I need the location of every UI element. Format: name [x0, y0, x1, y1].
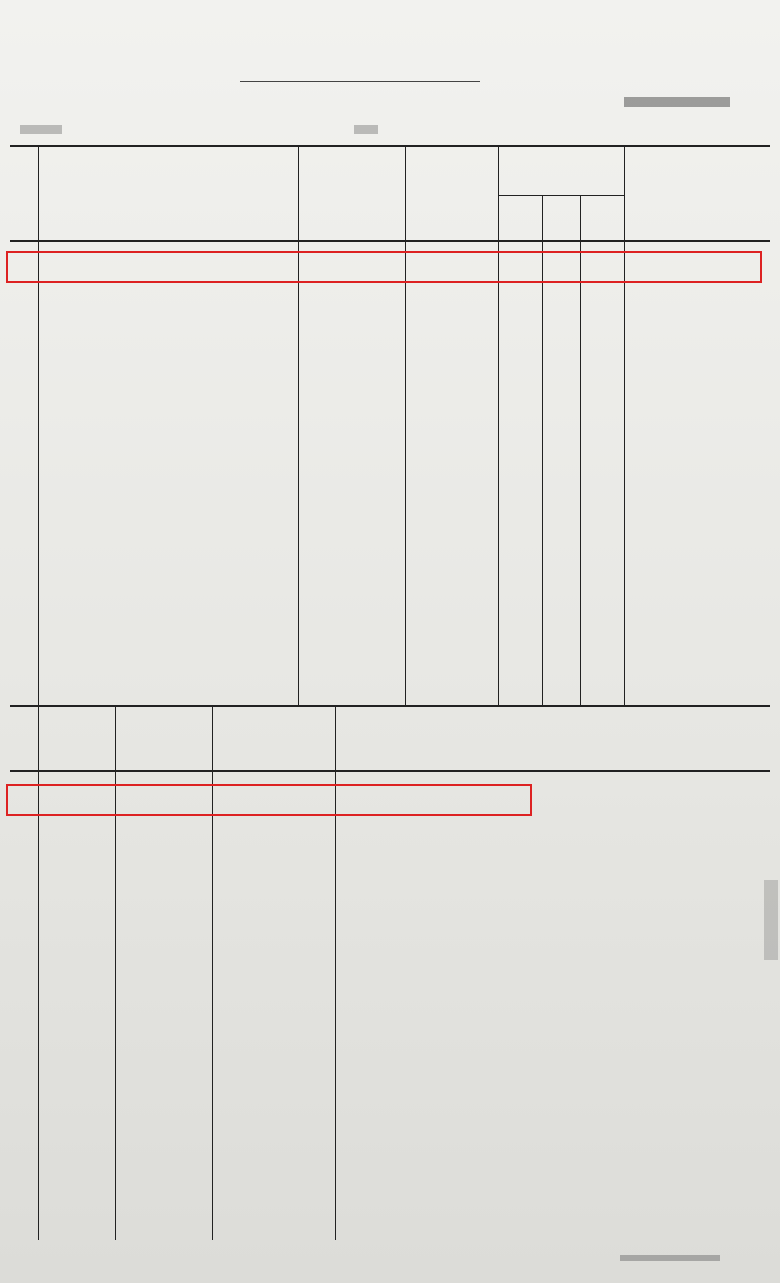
- col-divider: [38, 145, 39, 705]
- highlight-box-personnel-row: [6, 251, 762, 283]
- redacted-mark: [20, 125, 62, 134]
- table-top-border: [10, 145, 770, 147]
- scan-artifact: [620, 1255, 720, 1261]
- redacted-mark: [354, 125, 378, 134]
- col4-subrule: [498, 195, 624, 196]
- col-divider: [498, 145, 499, 705]
- section-header-bottom: [10, 770, 770, 772]
- col-divider: [298, 145, 299, 705]
- scan-artifact: [764, 880, 778, 960]
- col-divider: [624, 145, 625, 705]
- highlight-box-change-row: [6, 784, 532, 816]
- header-bottom-border: [10, 240, 770, 242]
- redacted-stamp: [624, 97, 730, 107]
- section-divider: [10, 705, 770, 707]
- col-divider: [405, 145, 406, 705]
- ship-underline: [240, 81, 480, 82]
